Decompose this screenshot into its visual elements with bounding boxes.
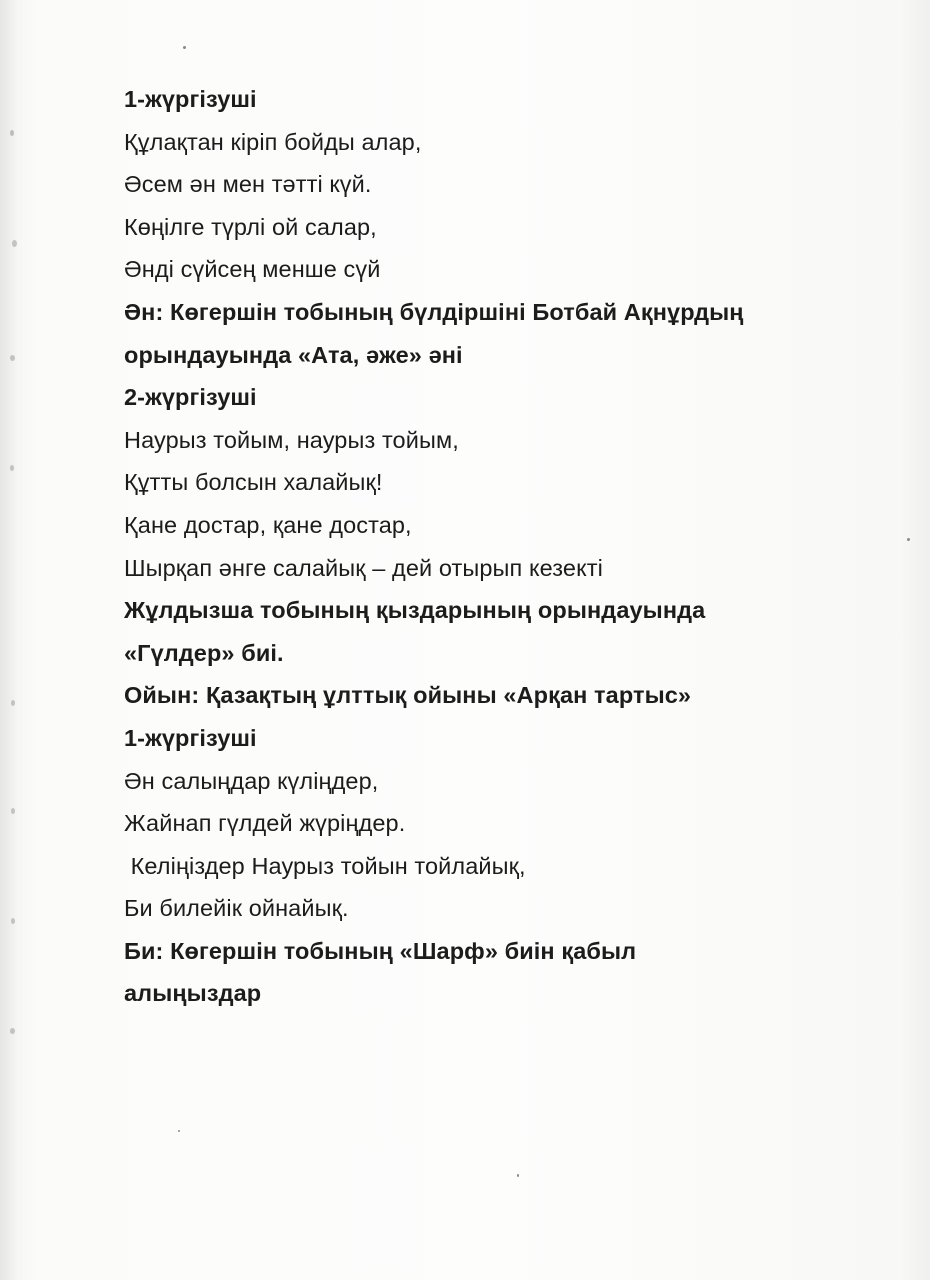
- scan-speck: [11, 808, 15, 814]
- program-item: Жұлдызша тобының қыздарының орындауында: [124, 597, 706, 624]
- verse-line: Құтты болсын халайық!: [124, 469, 383, 496]
- program-item: Би: Көгершін тобының «Шарф» биін қабыл: [124, 937, 637, 964]
- verse-line: Көңілге түрлі ой салар,: [124, 213, 377, 240]
- scan-speck: [10, 1028, 15, 1034]
- verse-line: Би билейік ойнайық.: [124, 895, 349, 922]
- scan-speck: [11, 700, 15, 706]
- scan-speck: [10, 465, 14, 471]
- verse-line: Наурыз тойым, наурыз тойым,: [124, 426, 459, 453]
- program-item: «Гүлдер» биі.: [124, 639, 284, 666]
- scan-speck: [907, 538, 910, 541]
- program-item: алыңыздар: [124, 980, 262, 1007]
- verse-line: Жайнап гүлдей жүріңдер.: [124, 810, 406, 837]
- presenter-heading: 2-жүргізуші: [124, 384, 257, 411]
- scan-speck: [11, 918, 15, 924]
- verse-line: Әсем ән мен тәтті күй.: [124, 171, 372, 198]
- scan-speck: [10, 355, 15, 361]
- verse-line: Құлақтан кіріп бойды алар,: [124, 128, 422, 155]
- presenter-heading: 1-жүргізуші: [124, 86, 257, 112]
- scan-speck: [517, 1174, 519, 1177]
- scan-speck: [12, 240, 17, 247]
- verse-line: Шырқап әнге салайық – дей отырып кезекті: [124, 554, 603, 581]
- presenter-heading: 1-жүргізуші: [124, 724, 257, 751]
- document-body: [124, 78, 864, 1015]
- verse-line: Қане достар, қане достар,: [124, 511, 412, 538]
- scan-speck: [183, 46, 186, 49]
- program-item: Ән: Көгершін тобының бүлдіршіні Ботбай Ақнұрдың: [124, 298, 744, 325]
- program-item: орындауында «Ата, әже» әні: [124, 341, 463, 368]
- verse-line: Әнді сүйсең менше сүй: [124, 256, 381, 283]
- verse-line: Келіңіздер Наурыз тойын тойлайық,: [124, 852, 526, 879]
- verse-line: Ән салыңдар күліңдер,: [124, 767, 379, 794]
- scan-speck: [10, 130, 14, 136]
- scan-edge-shadow: [0, 0, 18, 1280]
- scan-speck: [178, 1130, 180, 1132]
- program-item: Ойын: Қазақтың ұлттық ойыны «Арқан тартыс»: [124, 682, 692, 709]
